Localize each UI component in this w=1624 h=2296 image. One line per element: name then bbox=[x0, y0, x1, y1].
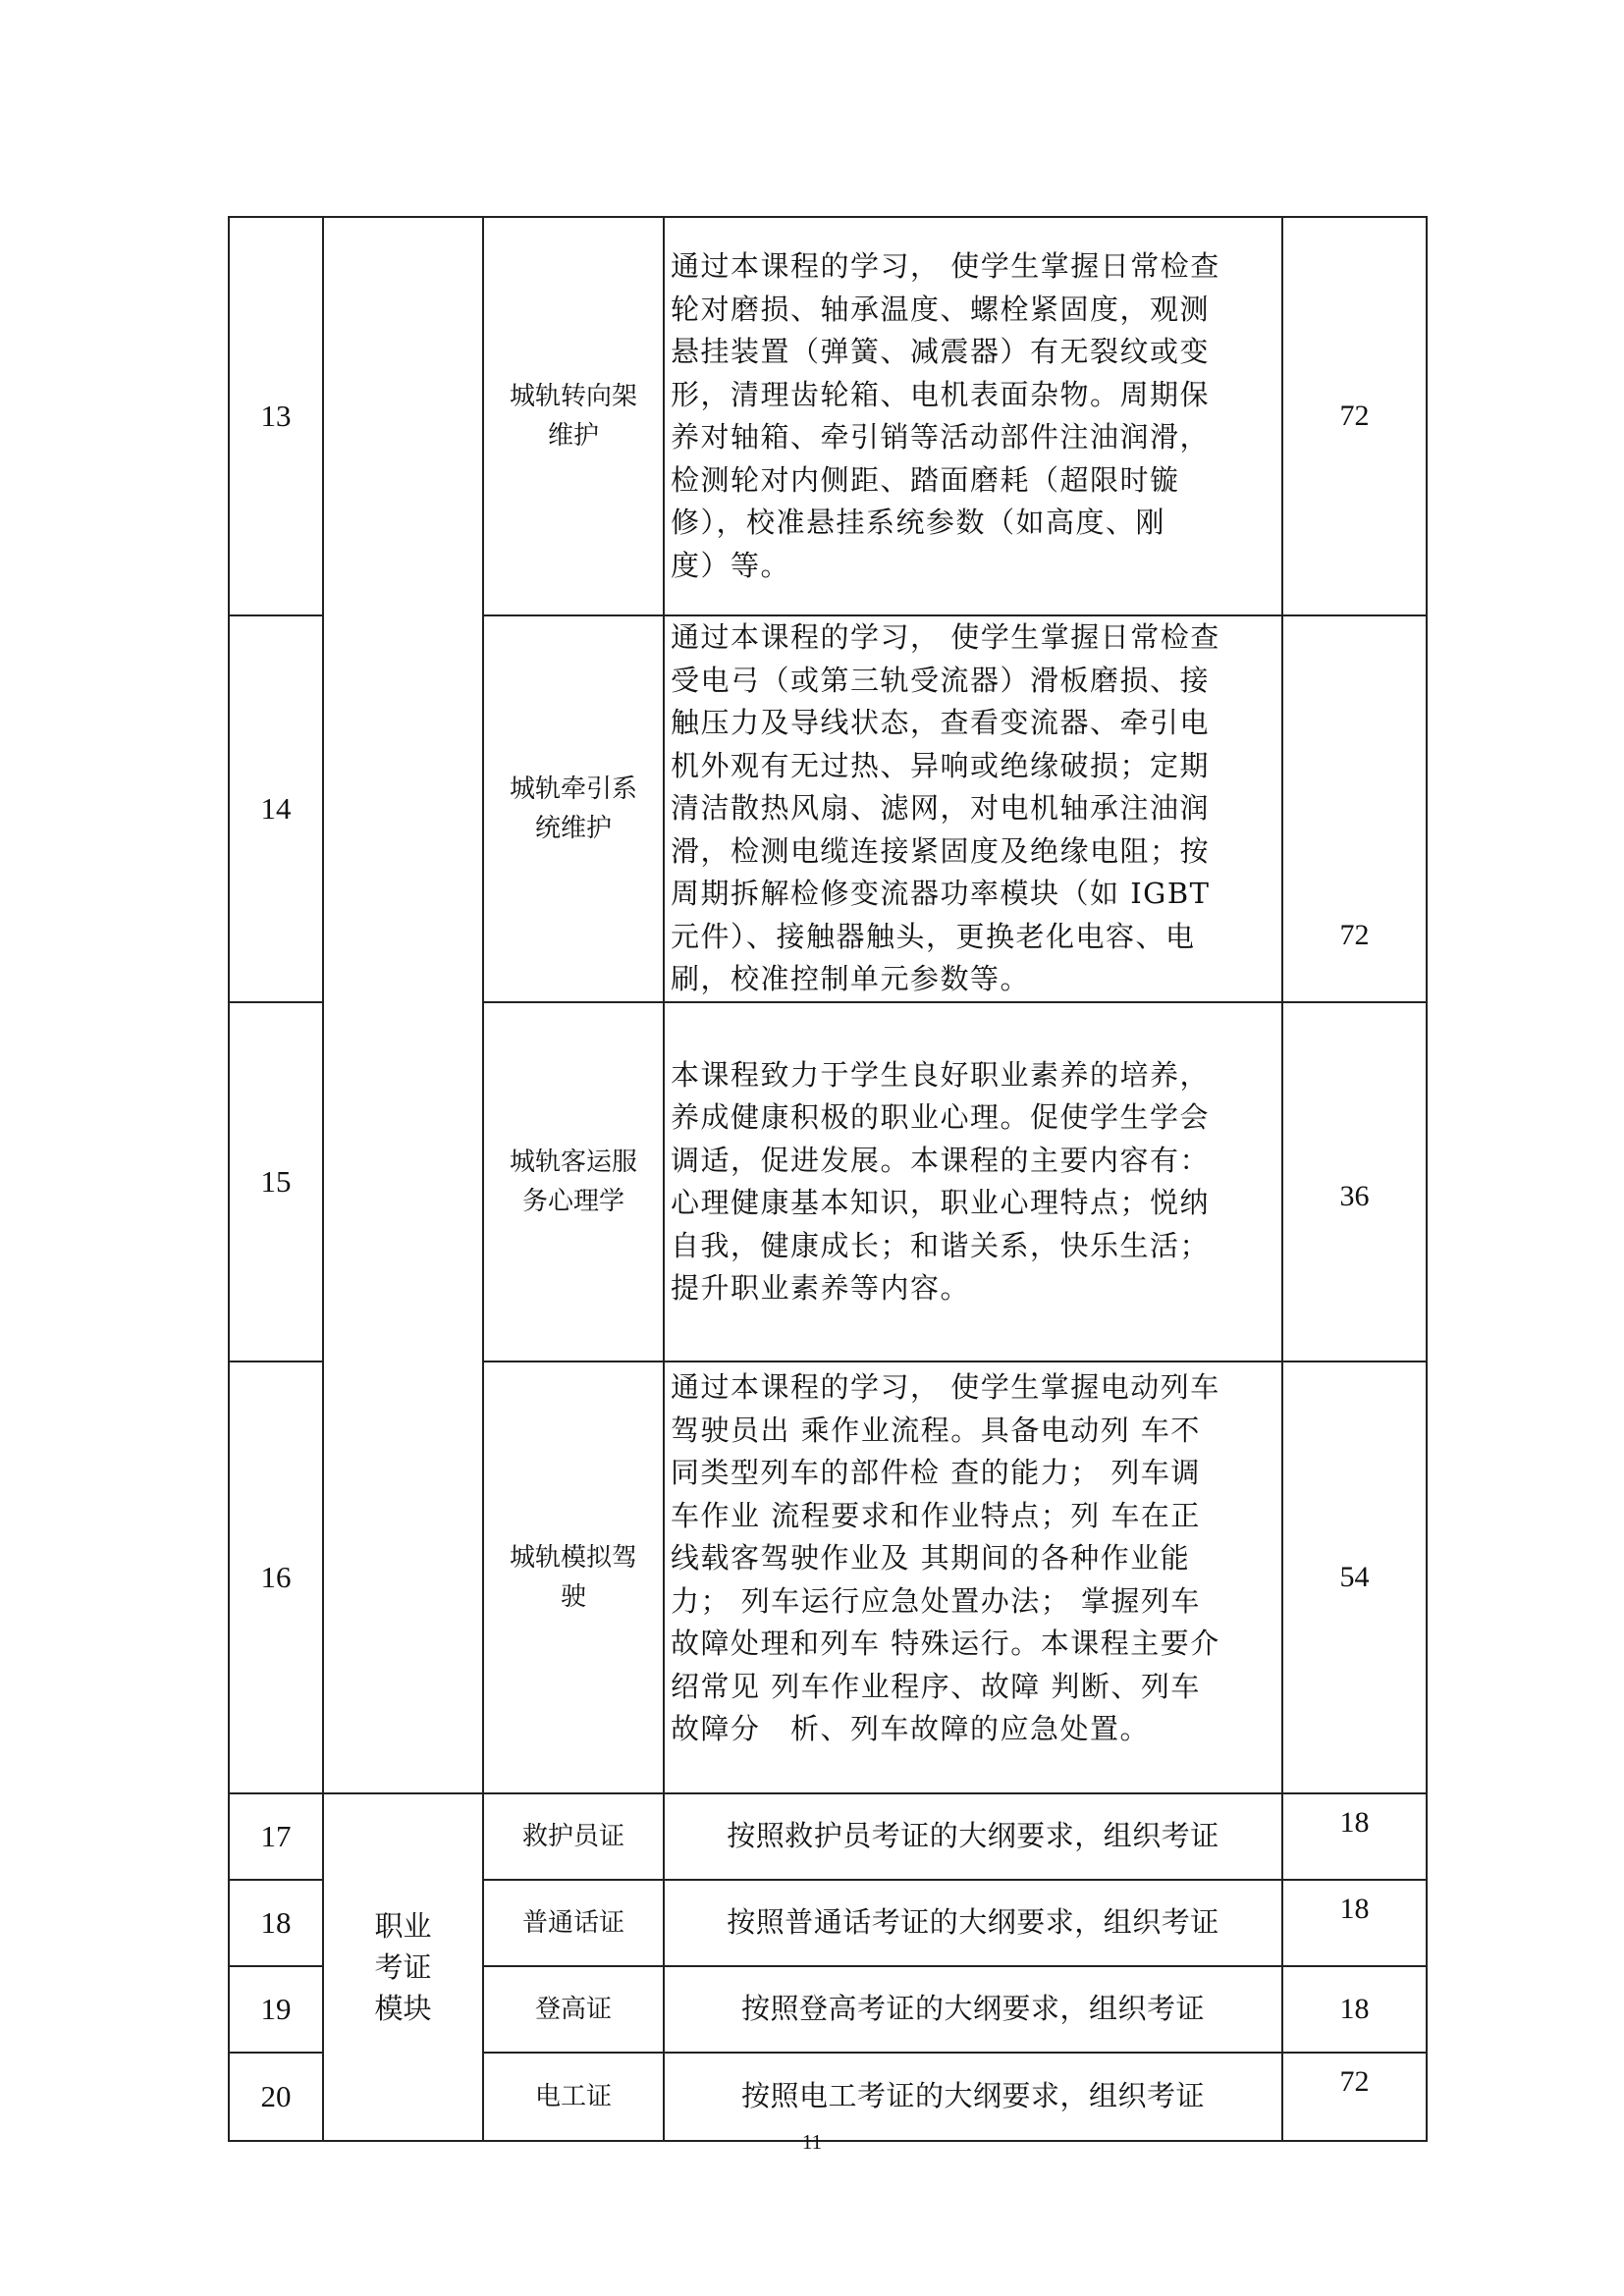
description-lines bbox=[671, 1366, 1275, 1751]
description-line: 自我，健康成长；和谐关系，快乐生活； bbox=[671, 1228, 1211, 1262]
course-number: 20 bbox=[229, 2053, 323, 2141]
description-line: 养成健康积极的职业心理。促使学生学会 bbox=[671, 1100, 1211, 1134]
course-hours: 72 bbox=[1282, 2053, 1427, 2141]
description-line: 车作业 流程要求和作业特点；列 车在正 bbox=[671, 1498, 1201, 1532]
description-line: 驾驶员出 乘作业流程。具备电动列 车不 bbox=[671, 1413, 1201, 1447]
description-line: 同类型列车的部件检 查的能力； 列车调 bbox=[671, 1456, 1201, 1489]
description-line: 心理健康基本知识，职业心理特点；悦纳 bbox=[671, 1186, 1211, 1219]
course-number: 14 bbox=[229, 615, 323, 1002]
course-description: 按照登高考证的大纲要求，组织考证 bbox=[664, 1966, 1282, 2053]
course-hours: 72 bbox=[1282, 615, 1427, 1002]
description-line: 度）等。 bbox=[671, 548, 791, 582]
course-description bbox=[664, 217, 1282, 615]
course-hours: 72 bbox=[1282, 217, 1427, 615]
course-name: 城轨客运服务心理学 bbox=[483, 1002, 664, 1362]
course-name: 城轨牵引系统维护 bbox=[483, 615, 664, 1002]
course-table bbox=[228, 216, 1428, 2142]
description-line: 受电弓（或第三轨受流器）滑板磨损、接 bbox=[671, 663, 1211, 697]
description-line: 检测轮对内侧距、踏面磨耗（超限时镟 bbox=[671, 462, 1180, 497]
description-line: 触压力及导线状态，查看变流器、牵引电 bbox=[671, 706, 1211, 740]
description-lines bbox=[671, 245, 1275, 587]
course-hours: 18 bbox=[1282, 1966, 1427, 2053]
page-number: 11 bbox=[801, 2130, 823, 2154]
course-name: 普通话证 bbox=[483, 1880, 664, 1966]
course-number: 16 bbox=[229, 1362, 323, 1793]
description-line: 修），校准悬挂系统参数（如高度、刚 bbox=[671, 506, 1166, 539]
description-line: 本课程致力于学生良好职业素养的培养， bbox=[671, 1057, 1211, 1092]
description-line: 提升职业素养等内容。 bbox=[671, 1271, 971, 1305]
course-number: 15 bbox=[229, 1002, 323, 1362]
description-line: 周期拆解检修变流器功率模块（如 IGBT bbox=[671, 877, 1211, 911]
course-name: 城轨模拟驾驶 bbox=[483, 1362, 664, 1793]
course-hours: 18 bbox=[1282, 1880, 1427, 1966]
description-line: 力； 列车运行应急处置办法； 掌握列车 bbox=[671, 1583, 1201, 1618]
course-hours: 54 bbox=[1282, 1362, 1427, 1793]
course-name: 登高证 bbox=[483, 1966, 664, 2053]
cert-module-label: 职业考证模块 bbox=[323, 1793, 483, 2141]
description-line: 调适，促进发展。本课程的主要内容有： bbox=[671, 1143, 1211, 1177]
course-number: 17 bbox=[229, 1793, 323, 1880]
course-description bbox=[664, 615, 1282, 1002]
description-line: 绍常见 列车作业程序、故障 判断、列车 bbox=[671, 1669, 1201, 1703]
course-name: 城轨转向架维护 bbox=[483, 217, 664, 615]
course-description: 按照普通话考证的大纲要求，组织考证 bbox=[664, 1880, 1282, 1966]
table-row bbox=[229, 217, 1427, 615]
course-description: 按照电工考证的大纲要求，组织考证 bbox=[664, 2053, 1282, 2141]
table-row bbox=[229, 1793, 1427, 1880]
description-line: 清洁散热风扇、滤网，对电机轴承注油润 bbox=[671, 791, 1211, 826]
course-number: 18 bbox=[229, 1880, 323, 1966]
description-line: 线载客驾驶作业及 其期间的各种作业能 bbox=[671, 1541, 1191, 1575]
course-hours: 18 bbox=[1282, 1793, 1427, 1880]
description-line: 轮对磨损、轴承温度、螺栓紧固度，观测 bbox=[671, 292, 1211, 326]
description-lines bbox=[671, 1054, 1275, 1310]
course-number: 19 bbox=[229, 1966, 323, 2053]
description-line: 养对轴箱、牵引销等活动部件注油润滑， bbox=[671, 420, 1211, 454]
course-description bbox=[664, 1002, 1282, 1362]
description-line: 悬挂装置（弹簧、减震器）有无裂纹或变 bbox=[671, 335, 1211, 368]
module-cell-empty bbox=[323, 217, 483, 1793]
description-line: 机外观有无过热、异响或绝缘破损；定期 bbox=[671, 748, 1211, 782]
course-number: 13 bbox=[229, 217, 323, 615]
description-line: 故障分 析、列车故障的应急处置。 bbox=[671, 1712, 1151, 1745]
course-name: 电工证 bbox=[483, 2053, 664, 2141]
course-name: 救护员证 bbox=[483, 1793, 664, 1880]
course-description: 按照救护员考证的大纲要求，组织考证 bbox=[664, 1793, 1282, 1880]
course-hours: 36 bbox=[1282, 1002, 1427, 1362]
description-line: 通过本课程的学习， 使学生掌握电动列车 bbox=[671, 1370, 1220, 1404]
description-line: 刷，校准控制单元参数等。 bbox=[671, 962, 1031, 996]
description-line: 通过本课程的学习， 使学生掌握日常检查 bbox=[671, 249, 1220, 283]
description-line: 滑，检测电缆连接紧固度及绝缘电阻；按 bbox=[671, 833, 1211, 868]
course-description bbox=[664, 1362, 1282, 1793]
description-line: 故障处理和列车 特殊运行。本课程主要介 bbox=[671, 1627, 1220, 1660]
description-line: 形，清理齿轮箱、电机表面杂物。周期保 bbox=[671, 377, 1211, 411]
description-line: 元件）、接触器触头，更换老化电容、电 bbox=[671, 919, 1196, 953]
description-line: 通过本课程的学习， 使学生掌握日常检查 bbox=[671, 620, 1220, 655]
description-lines bbox=[671, 616, 1275, 1001]
